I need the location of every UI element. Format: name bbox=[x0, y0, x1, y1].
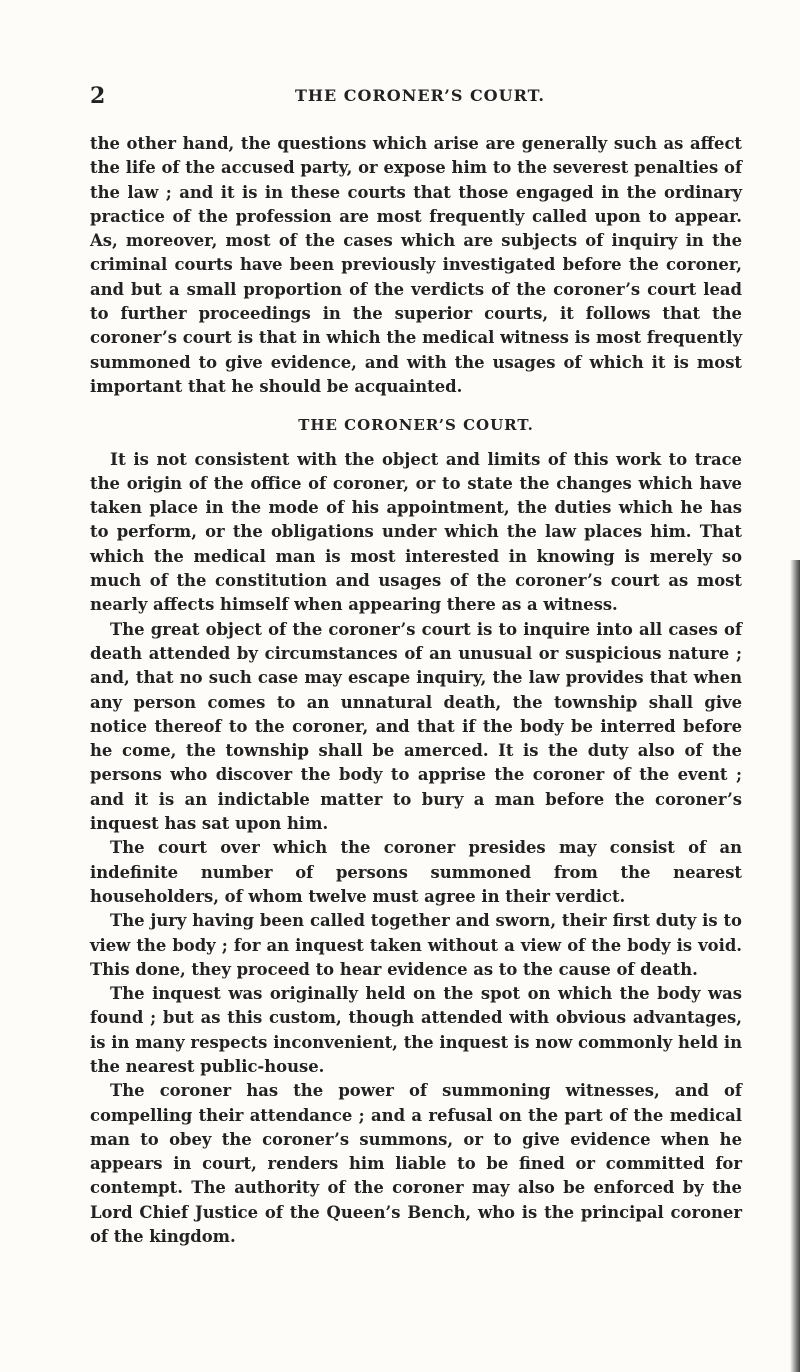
paragraph bbox=[90, 448, 742, 618]
page-number: 2 bbox=[90, 83, 106, 109]
paragraph: The court over which the coroner presides may consist of an indefinite number of persons summoned from the nearest householders, of whom twelve must agree in their verdict. bbox=[90, 838, 742, 906]
lead-word: It bbox=[110, 449, 126, 470]
running-title: THE CORONER’S COURT. bbox=[295, 86, 545, 105]
paragraph-continued: the other hand, the questions which arise are generally such as affect the life of the accused party, or expose him to the severest penalties of the law ; and it is in these courts that those engaged in the ordinary practice of the profession are most frequently called upon to appear. As, moreover, most of the cases which are subjects of inquiry in the criminal courts have been previously investigated before the coroner, and but a small proportion of the verdicts of the coroner’s court lead to further proceedings in the superior courts, it follows that the coroner’s court is that in which the medical witness is most frequently summoned to give evidence, and with the usages of which it is most important that he should be acquainted. bbox=[90, 134, 742, 396]
paragraph: The inquest was originally held on the spot on which the body was found ; but as this custom, though attended with obvious advantages, is in many respects inconvenient, the inquest is now commonly held in the nearest public-house. bbox=[90, 984, 742, 1076]
paragraph-text: is not consistent with the object and limits of this work to trace the origin of the office of coroner, or to state the changes which have taken place in the mode of his appointment, the duties which he has to perform, or the obligations under which the law places him. That which the medical man is most interested in knowing is merely so much of the constitution and usages of the coroner’s court as most nearly affects himself when appearing there as a witness. bbox=[90, 449, 742, 615]
scan-shadow-edge bbox=[790, 560, 800, 1372]
paragraph: The coroner has the power of summoning witnesses, and of compelling their attendance ; and a refusal on the part of the medical man to obey the coroner’s summons, or to give evidence when he appears in court, renders him liable to be fined or committed for contempt. The authority of the coroner may also be enforced by the Lord Chief Justice of the Queen’s Bench, who is the principal coroner of the kingdom. bbox=[90, 1081, 742, 1247]
section-heading: THE CORONER’S COURT. bbox=[298, 416, 534, 435]
paragraph: The jury having been called together and sworn, their first duty is to view the body ; for an inquest taken without a view of the body is void. This done, they proceed to hear evidence as to the cause of death. bbox=[90, 911, 742, 979]
paragraph: The great object of the coroner’s court is to inquire into all cases of death attended by circumstances of an unusual or suspicious nature ; and, that no such case may escape inquiry, the law provides that when any person comes to an unnatural death, the township shall give notice thereof to the coroner, and that if the body be interred before he come, the township shall be amerced. It is the duty also of the persons who discover the body to apprise the coroner of the event ; and it is an indictable matter to bury a man before the coroner’s inquest has sat upon him. bbox=[90, 619, 742, 834]
running-head bbox=[90, 84, 750, 108]
body-text bbox=[90, 132, 742, 1249]
